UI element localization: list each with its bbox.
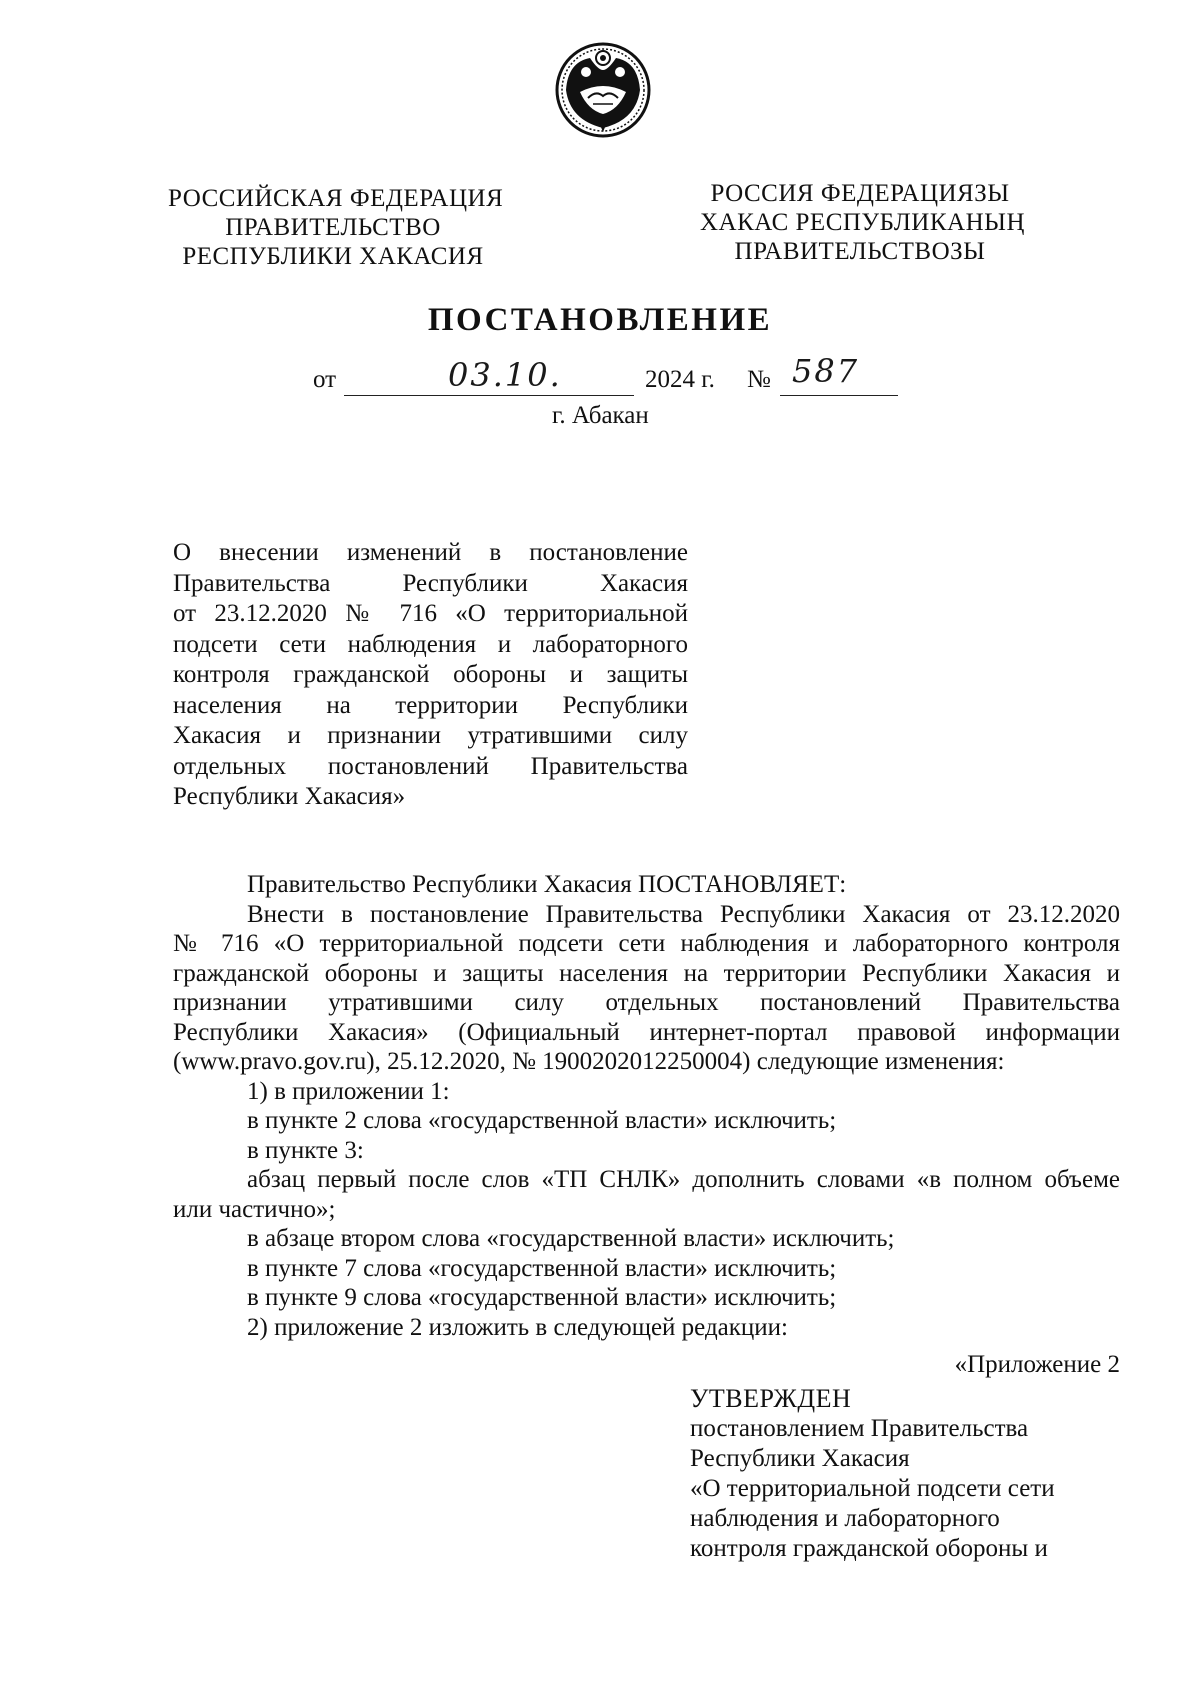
header-left-line: РОССИЙСКАЯ ФЕДЕРАЦИЯ — [168, 185, 504, 212]
from-label: от — [313, 366, 337, 393]
handwritten-number: 587 — [792, 352, 860, 390]
year-label: 2024 г. — [645, 366, 715, 393]
body-line: абзац первый после слов «ТП СНЛК» дополнить словами «в полном объеме — [247, 1166, 1120, 1193]
khakassia-coat-of-arms-icon — [548, 40, 658, 140]
annex-line: наблюдения и лабораторного — [690, 1505, 1000, 1532]
date-underline — [344, 395, 634, 396]
annex-label: «Приложение 2 — [954, 1351, 1120, 1378]
subject-line: О внесении изменений в постановление — [173, 539, 688, 566]
header-right-line: ХАКАС РЕСПУБЛИКАНЫҢ — [700, 209, 1026, 236]
handwritten-date: 03.10. — [448, 356, 562, 394]
body-line: Правительство Республики Хакасия ПОСТАНОВЛЯЕТ: — [247, 871, 847, 898]
header-right-block — [700, 179, 1026, 266]
body-line: № 716 «О территориальной подсети сети наблюдения и лабораторного контроля — [173, 930, 1120, 957]
city-label: г. Абакан — [552, 402, 649, 429]
body-line: 2) приложение 2 изложить в следующей редакции: — [247, 1313, 788, 1341]
body-line: Республики Хакасия» (Официальный интернет-портал правовой информации — [173, 1018, 1120, 1046]
body-line: 1) в приложении 1: — [247, 1077, 450, 1105]
body-line: в пункте 7 слова «государственной власти» исключить; — [247, 1254, 837, 1282]
subject-line: Республики Хакасия» — [173, 783, 406, 810]
body-line: Внести в постановление Правительства Республики Хакасия от 23.12.2020 — [247, 900, 1120, 928]
subject-block — [173, 538, 688, 813]
annex-approved-heading: УТВЕРЖДЕН — [690, 1384, 852, 1413]
subject-line: от 23.12.2020 № 716 «О территориальной — [173, 600, 688, 627]
document-title: ПОСТАНОВЛЕНИЕ — [427, 302, 773, 338]
header-left-block — [168, 184, 504, 271]
subject-line: Правительства Республики Хакасия — [173, 569, 688, 597]
body-text — [173, 870, 1120, 1342]
body-line: (www.pravo.gov.ru), 25.12.2020, № 1900202012250004) следующие изменения: — [173, 1048, 1005, 1075]
subject-line: населения на территории Республики — [173, 691, 688, 719]
subject-line: Хакасия и признании утратившими силу — [173, 722, 688, 749]
annex-line: постановлением Правительства — [690, 1415, 1029, 1442]
subject-line: подсети сети наблюдения и лабораторного — [173, 630, 688, 658]
body-line: признании утратившими силу отдельных постановлений Правительства — [173, 989, 1120, 1016]
number-label: № — [747, 366, 771, 393]
body-line: в пункте 2 слова «государственной власти» исключить; — [247, 1107, 837, 1134]
body-line: в пункте 9 слова «государственной власти» исключить; — [247, 1284, 837, 1311]
annex-line: контроля гражданской обороны и — [690, 1535, 1048, 1562]
annex-line: Республики Хакасия — [690, 1445, 910, 1472]
body-line: в пункте 3: — [247, 1136, 364, 1164]
annex-approval-block — [690, 1384, 1130, 1564]
header-right-line: ПРАВИТЕЛЬСТВОЗЫ — [734, 238, 986, 265]
number-underline — [780, 395, 898, 396]
body-line: гражданской обороны и защиты населения на территории Республики Хакасия и — [173, 959, 1120, 987]
header-left-line: РЕСПУБЛИКИ ХАКАСИЯ — [182, 243, 484, 270]
body-line: в абзаце втором слова «государственной власти» исключить; — [247, 1225, 895, 1252]
date-number-line — [0, 352, 1200, 402]
body-line: или частично»; — [173, 1195, 336, 1223]
coat-of-arms-emblem — [548, 40, 658, 140]
header-left-line: ПРАВИТЕЛЬСТВО — [225, 214, 441, 241]
subject-line: контроля гражданской обороны и защиты — [173, 661, 688, 688]
header-right-line: РОССИЯ ФЕДЕРАЦИЯЗЫ — [710, 180, 1010, 207]
annex-line: «О территориальной подсети сети — [690, 1475, 1055, 1502]
subject-line: отдельных постановлений Правительства — [173, 752, 688, 780]
